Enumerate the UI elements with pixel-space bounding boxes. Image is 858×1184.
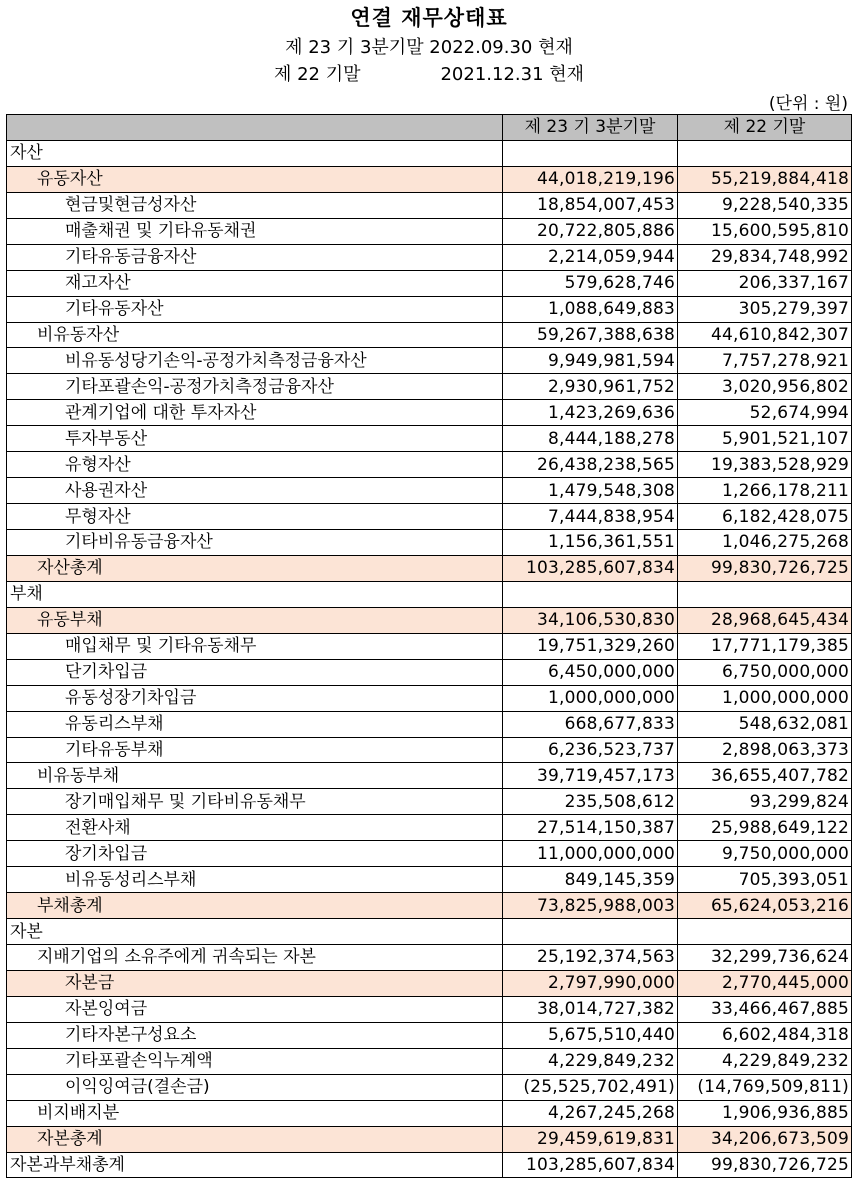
column-header-prior: 제 22 기말 (678, 115, 852, 141)
current-period-value (503, 919, 678, 945)
current-period-value: 2,930,961,752 (503, 374, 678, 400)
current-period-value: 19,751,329,260 (503, 633, 678, 659)
account-label: 비지배지분 (7, 1100, 503, 1126)
table-row (7, 478, 852, 504)
prior-period-label: 제 22 기말 (273, 64, 361, 85)
prior-period-value: 65,624,053,216 (678, 893, 852, 919)
prior-period-value: 206,337,167 (678, 270, 852, 296)
account-label: 현금및현금성자산 (7, 192, 503, 218)
account-label: 단기차입금 (7, 659, 503, 685)
account-label: 매출채권 및 기타유동채권 (7, 218, 503, 244)
table-row (7, 893, 852, 919)
prior-period-value: 9,750,000,000 (678, 841, 852, 867)
prior-period-value: 5,901,521,107 (678, 426, 852, 452)
prior-period-value: 52,674,994 (678, 400, 852, 426)
current-period-value: 1,000,000,000 (503, 685, 678, 711)
table-row (7, 374, 852, 400)
prior-period-value: 9,228,540,335 (678, 192, 852, 218)
prior-period-value: 2,898,063,373 (678, 737, 852, 763)
prior-period-value: 29,834,748,992 (678, 244, 852, 270)
prior-period-value: 17,771,179,385 (678, 633, 852, 659)
table-row (7, 789, 852, 815)
prior-period-value: 93,299,824 (678, 789, 852, 815)
prior-period-value: 55,219,884,418 (678, 166, 852, 192)
prior-period-value: 3,020,956,802 (678, 374, 852, 400)
account-label: 비유동성당기손익-공정가치측정금융자산 (7, 348, 503, 374)
table-row (7, 244, 852, 270)
prior-period-value: 19,383,528,929 (678, 452, 852, 478)
balance-sheet-table (6, 114, 852, 1178)
prior-period-value: 33,466,467,885 (678, 996, 852, 1022)
current-period-value: 2,797,990,000 (503, 970, 678, 996)
account-label: 기타자본구성요소 (7, 1022, 503, 1048)
prior-period-value (678, 581, 852, 607)
prior-period-value: 2,770,445,000 (678, 970, 852, 996)
prior-period-value (678, 919, 852, 945)
account-label: 자본총계 (7, 1126, 503, 1152)
table-row (7, 659, 852, 685)
table-row (7, 841, 852, 867)
account-label: 기타유동부채 (7, 737, 503, 763)
account-label: 자산총계 (7, 555, 503, 581)
current-period-value: 5,675,510,440 (503, 1022, 678, 1048)
table-row (7, 348, 852, 374)
prior-period-value: (14,769,509,811) (678, 1074, 852, 1100)
account-label: 자본금 (7, 970, 503, 996)
account-label: 기타유동금융자산 (7, 244, 503, 270)
prior-period-value: 1,906,936,885 (678, 1100, 852, 1126)
current-period-value: 29,459,619,831 (503, 1126, 678, 1152)
table-row (7, 633, 852, 659)
account-label: 지배기업의 소유주에게 귀속되는 자본 (7, 945, 503, 971)
current-period-value: 18,854,007,453 (503, 192, 678, 218)
table-row (7, 322, 852, 348)
account-label: 비유동자산 (7, 322, 503, 348)
table-row (7, 1152, 852, 1178)
table-row (7, 530, 852, 556)
current-period-value: 1,423,269,636 (503, 400, 678, 426)
current-period-value: 6,450,000,000 (503, 659, 678, 685)
statement-title: 연결 재무상태표 (350, 6, 508, 30)
current-period-value: 4,229,849,232 (503, 1048, 678, 1074)
current-period-value: 38,014,727,382 (503, 996, 678, 1022)
table-row (7, 555, 852, 581)
prior-period-value: 1,000,000,000 (678, 685, 852, 711)
prior-period-value: 28,968,645,434 (678, 607, 852, 633)
account-label: 재고자산 (7, 270, 503, 296)
account-label: 자본과부채총계 (7, 1152, 503, 1178)
table-row (7, 996, 852, 1022)
table-row (7, 270, 852, 296)
table-row (7, 296, 852, 322)
current-period-value (503, 581, 678, 607)
account-label: 투자부동산 (7, 426, 503, 452)
table-row (7, 1100, 852, 1126)
table-row (7, 1048, 852, 1074)
prior-period-value: 6,602,484,318 (678, 1022, 852, 1048)
current-period-value: 59,267,388,638 (503, 322, 678, 348)
table-row (7, 504, 852, 530)
current-period-value: 34,106,530,830 (503, 607, 678, 633)
table-row (7, 607, 852, 633)
prior-period-value: 6,750,000,000 (678, 659, 852, 685)
account-label: 이익잉여금(결손금) (7, 1074, 503, 1100)
table-row (7, 426, 852, 452)
account-label: 매입채무 및 기타유동채무 (7, 633, 503, 659)
current-period-value: 44,018,219,196 (503, 166, 678, 192)
current-period-value: 39,719,457,173 (503, 763, 678, 789)
prior-period-value: 99,830,726,725 (678, 1152, 852, 1178)
prior-period-value: 99,830,726,725 (678, 555, 852, 581)
table-row (7, 192, 852, 218)
current-period-value (503, 140, 678, 166)
account-label: 유동리스부채 (7, 711, 503, 737)
current-period-value: 11,000,000,000 (503, 841, 678, 867)
column-header-current: 제 23 기 3분기말 (503, 115, 678, 141)
table-row (7, 166, 852, 192)
current-period-value: 2,214,059,944 (503, 244, 678, 270)
prior-period-value: 4,229,849,232 (678, 1048, 852, 1074)
current-period-value: 235,508,612 (503, 789, 678, 815)
prior-period-value: 25,988,649,122 (678, 815, 852, 841)
table-row (7, 815, 852, 841)
prior-period-value: 548,632,081 (678, 711, 852, 737)
column-header-account (7, 115, 503, 141)
current-period-subtitle: 제 23 기 3분기말 2022.09.30 현재 (285, 37, 573, 58)
current-period-value: 1,479,548,308 (503, 478, 678, 504)
unit-label: (단위 : 원) (768, 94, 848, 114)
table-row (7, 919, 852, 945)
prior-period-value: 305,279,397 (678, 296, 852, 322)
account-label: 전환사채 (7, 815, 503, 841)
account-label: 자본잉여금 (7, 996, 503, 1022)
table-row (7, 867, 852, 893)
account-label: 비유동성리스부채 (7, 867, 503, 893)
current-period-value: 27,514,150,387 (503, 815, 678, 841)
current-period-value: 4,267,245,268 (503, 1100, 678, 1126)
prior-period-subtitle (0, 60, 858, 86)
prior-period-value: 1,046,275,268 (678, 530, 852, 556)
current-period-value: 7,444,838,954 (503, 504, 678, 530)
account-label: 자산 (7, 140, 503, 166)
current-period-value: 103,285,607,834 (503, 555, 678, 581)
table-row (7, 1126, 852, 1152)
current-period-value: 6,236,523,737 (503, 737, 678, 763)
current-period-value: 1,088,649,883 (503, 296, 678, 322)
table-row (7, 737, 852, 763)
prior-period-value: 1,266,178,211 (678, 478, 852, 504)
table-row (7, 711, 852, 737)
account-label: 유형자산 (7, 452, 503, 478)
account-label: 무형자산 (7, 504, 503, 530)
current-period-value: 103,285,607,834 (503, 1152, 678, 1178)
account-label: 장기차입금 (7, 841, 503, 867)
current-period-value: 1,156,361,551 (503, 530, 678, 556)
current-period-value: 668,677,833 (503, 711, 678, 737)
account-label: 자본 (7, 919, 503, 945)
current-period-value: 9,949,981,594 (503, 348, 678, 374)
table-header-row (7, 115, 852, 141)
table-row (7, 452, 852, 478)
account-label: 관계기업에 대한 투자자산 (7, 400, 503, 426)
account-label: 기타비유동금융자산 (7, 530, 503, 556)
table-row (7, 140, 852, 166)
current-period-value: 26,438,238,565 (503, 452, 678, 478)
table-row (7, 581, 852, 607)
prior-period-value: 36,655,407,782 (678, 763, 852, 789)
table-row (7, 685, 852, 711)
account-label: 사용권자산 (7, 478, 503, 504)
current-period-value: 73,825,988,003 (503, 893, 678, 919)
table-row (7, 1022, 852, 1048)
current-period-value: 579,628,746 (503, 270, 678, 296)
account-label: 기타포괄손익누계액 (7, 1048, 503, 1074)
table-row (7, 218, 852, 244)
prior-period-value: 6,182,428,075 (678, 504, 852, 530)
table-row (7, 400, 852, 426)
table-row (7, 970, 852, 996)
current-period-value: 8,444,188,278 (503, 426, 678, 452)
prior-period-value: 32,299,736,624 (678, 945, 852, 971)
current-period-value: (25,525,702,491) (503, 1074, 678, 1100)
account-label: 장기매입채무 및 기타비유동채무 (7, 789, 503, 815)
prior-period-value: 7,757,278,921 (678, 348, 852, 374)
current-period-value: 849,145,359 (503, 867, 678, 893)
table-row (7, 763, 852, 789)
account-label: 유동자산 (7, 166, 503, 192)
table-row (7, 945, 852, 971)
account-label: 비유동부채 (7, 763, 503, 789)
prior-period-value: 705,393,051 (678, 867, 852, 893)
account-label: 기타포괄손익-공정가치측정금융자산 (7, 374, 503, 400)
account-label: 기타유동자산 (7, 296, 503, 322)
table-row (7, 1074, 852, 1100)
prior-period-value: 15,600,595,810 (678, 218, 852, 244)
prior-period-value: 34,206,673,509 (678, 1126, 852, 1152)
account-label: 유동성장기차입금 (7, 685, 503, 711)
prior-period-date: 2021.12.31 현재 (440, 64, 585, 85)
account-label: 부채 (7, 581, 503, 607)
current-period-value: 20,722,805,886 (503, 218, 678, 244)
account-label: 부채총계 (7, 893, 503, 919)
prior-period-value: 44,610,842,307 (678, 322, 852, 348)
current-period-value: 25,192,374,563 (503, 945, 678, 971)
account-label: 유동부채 (7, 607, 503, 633)
prior-period-value (678, 140, 852, 166)
